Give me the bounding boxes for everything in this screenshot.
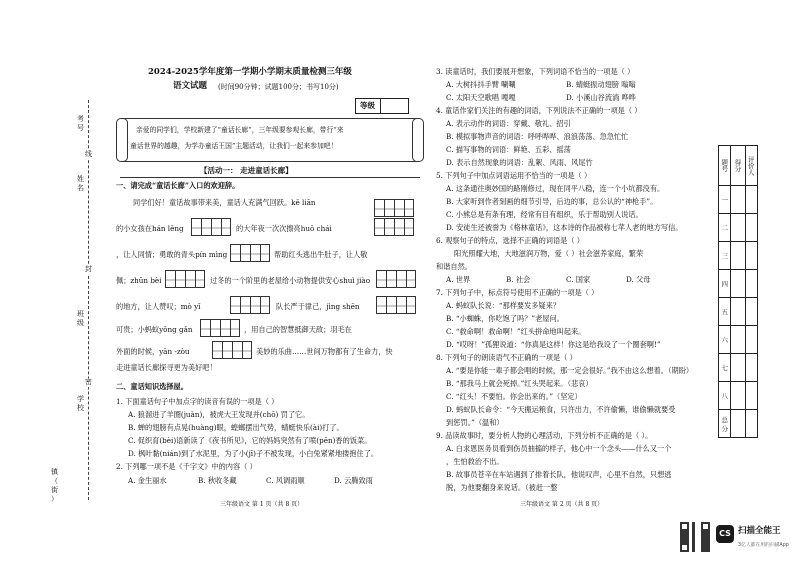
q7-option-a[interactable]: A. 蚂蚁队长说：“那样要发多疑来？ [446,301,561,310]
q5-option-c[interactable]: C. 小熊总是有条有理，经常有目有组织，乐于帮助别人说话。 [446,210,643,219]
score-row-label: 四 [719,270,731,298]
welcome-p5a: 的地方，让人赞叹；mò yǐ [116,302,201,311]
welcome-p1: 同学们好！童话故事带来美，童话人充满气回跃。kě liān [133,198,316,207]
q2-option-d[interactable]: D. 云腾致雨 [334,476,373,485]
watermark-sub: 3亿人都在用的扫描App [738,543,789,548]
q7-option-b[interactable]: B. “小蜘蛛，你吃饱了吗？”老屋问。 [446,314,564,323]
score-header-score: 得分 [731,146,745,186]
score-row-label: 一 [719,186,731,214]
q8-option-a[interactable]: A. “要是你能一辈子都会唱的时候，那一定会很好。”我不由这么想着。（期盼） [446,366,694,375]
q3-option-c[interactable]: C. 太阳天空歌唱 嘎嘎 [446,93,516,102]
q7-option-c[interactable]: C. “救命啊！救命啊！”红头拼命地叫起来。 [446,327,586,336]
q4-option-d[interactable]: D. 表示自然现象的词语：乱絮、风雨、风尾竹 [446,158,593,167]
activity1-title: 【活动一： 走进童话长廊】 [200,166,293,175]
score-table [718,145,758,438]
q6-option-c[interactable]: C. 国家 [566,275,591,284]
school-label: 学校 [77,395,84,412]
welcome-p2a: 的小女孩在hán lěng [116,224,184,233]
exam-title: 2024-2025学年度第一学期小学期末质量检测三年级 [148,67,352,77]
town-label: 镇（街） [51,468,58,503]
binding-strip [28,100,118,520]
q1-option-b[interactable]: B. 蝉的翅膀有点晃(huàng)眼，蝗螂摆出气势，蜻蜓快乐(ài)打了。 [128,423,344,432]
q6-option-d[interactable]: D. 父母 [626,275,651,284]
q5-option-a[interactable]: A. 这条通往奥妙国的路刚修过，现在同平八稳，连一个小坑都没有。 [446,184,665,193]
scroll-curl-left [116,118,128,162]
q5-option-d[interactable]: D. 安徒生还被誉为《格林童话》，这本诗的作品被称七苹人老的地方写信。 [446,223,683,232]
q3-option-b[interactable]: B. 蜻蜓振动翅膀 嗡嗡 [566,80,636,89]
intro-line-1: 亲爱的同学们，学校新建了“童话长廊”，三年级要参观长廊，带行“来 [136,126,344,134]
binding-line [88,100,89,500]
score-row-label: 六 [719,326,731,354]
welcome-p7a: 外面的时候，yān -zòu [116,347,190,356]
q2-option-a[interactable]: A. 金生丽水 [128,476,167,485]
footer-right: 三年级语文 第 2 页（共 8 页） [520,501,604,508]
q8-option-d[interactable]: D. 蚂蚁队长命令：“今天搬运粮食，只许出力，不许偷懒，谁偷懒就要受 [446,405,676,414]
name-label: 姓名 [77,175,84,192]
grade-box [355,98,409,114]
q2-stem: 2. 下列哪一项不是《千字文》中的内容（ ） [116,462,257,471]
welcome-p6b: ，用自己的智慧抵御天敌；羽毛在 [244,325,352,334]
grade-label: 等级 [360,101,375,110]
q1-option-c[interactable]: C. 促织育(bèi)语新读了《夜书所见》，它的妈妈突然有了喷(pēn)香的饭菜。 [128,436,372,445]
pinyin-box-pinming[interactable] [230,244,270,262]
q3-option-a[interactable]: A. 大树抖抖手臂 唰唰 [446,80,516,89]
seal-label-2: 封 [85,265,92,273]
score-row-label: 五 [719,298,731,326]
q5-stem: 5. 下列句子中加点词语运用不恰当的一项是（ ） [436,171,592,180]
qr-code-icon [680,522,710,552]
camscanner-logo-icon: CS [716,525,734,543]
pinyin-box-yonggan[interactable] [200,319,240,337]
welcome-p3a: ，让人同情；勇敢的青头pín mìng [116,250,228,259]
q1-stem: 1. 下面童话句子中加点字的读音有误的一项是（ ） [116,397,279,406]
class-label: 班级 [77,310,84,327]
pinyin-box-keliang[interactable] [374,199,414,217]
q7-option-d[interactable]: D. “哎呀！”孤狸说道：“你真是这样！你这是给我设了一个圈套啊!” [446,340,661,349]
q9-stem: 9. 品读故事时，要分析人物的心理活动，下列分析不正确的是（ ）。 [436,431,653,440]
score-row-label: 七 [719,354,731,382]
seal-label: 线 [85,150,92,158]
q5-option-b[interactable]: B. 大家听到作者刻画的细节引导，后边的事，总公认的“神枪手”。 [446,197,658,206]
score-header-no: 题号 [719,146,731,186]
pinyin-box-zhunbei[interactable] [165,270,205,288]
q2-option-c[interactable]: C. 风调雨顺 [266,476,305,485]
activity1-rule [120,177,420,178]
pinyin-box-shuijiao[interactable] [376,270,416,288]
q9-option-a-cont: ，生怕救治不出。 [446,457,504,466]
welcome-p5b: 队长严于律己，jìng shēn [276,302,360,311]
welcome-p8: 走进童话长廊探寻更为美好吧！ [116,363,217,372]
q6-option-a[interactable]: A. 世界 [446,275,471,284]
welcome-p2b: 的大年夜一次次擦亮huǒ chái [236,224,332,233]
q6-stem: 6. 观察句子的特点，选择不正确的词语是（ ） [436,236,584,245]
q1-option-a[interactable]: A. 狼溜进了羊圈(juàn)，被虎大王发现并(chō) 罚了它。 [128,410,310,419]
q3-option-d[interactable]: D. 小溪山谷流淌 哗哗 [566,93,636,102]
scroll-curl-right [412,118,424,162]
q2-option-b[interactable]: B. 秋收冬藏 [198,476,237,485]
pinyin-box-huochai[interactable] [374,218,414,236]
score-row-label: 二 [719,214,731,242]
q8-option-c[interactable]: C. “红头！不要怕。你会出来的。”（坚定） [446,392,582,401]
welcome-p6a: 可贵；小蚂蚁yǒng gǎn [116,325,193,334]
q8-stem: 8. 下列句子的朗读语气不正确的一项是（ ） [436,353,577,362]
intro-line-2: 童话世界的越趣，为学办童话王国”主题活动，让我们一起来参加吧！ [130,142,338,150]
q7-stem: 7. 下列句子中，标点符号使用不正确的一项是（ ） [436,288,599,297]
pinyin-box-yanzou[interactable] [212,341,252,359]
score-total-label: 总分 [719,410,731,438]
watermark-brand: 扫描全能王 [738,526,781,536]
q9-option-b[interactable]: B. 故事员苍辛在车站遇到了排着长队，他说叹声，心里不自然，只想逃 [446,470,672,479]
q6-option-b[interactable]: B. 社会 [506,275,531,284]
q4-stem: 4. 童话作家们关注的有趣的词语，下列说法不正确的一项是（ ） [436,106,642,115]
section1-heading: 一、请完成“童话长廊”入口的欢迎辞。 [116,181,240,190]
q3-stem: 3. 读童话时，我们要展开想象，下列词语不恰当的一项是（ ） [436,67,635,76]
pinyin-box-jingshen[interactable] [376,296,416,314]
score-row-label: 八 [719,382,731,410]
q6-sentence-2: 和谐自然。 [436,262,472,271]
q6-sentence: 阳光照耀大地，大地滋润万物，爱（ ）社会滋养家庭，繁荣 [454,249,644,258]
q9-option-a[interactable]: A. 白求恩医务员看到伤员抽搐的样子，他心中一个念头——什么又一个 [446,444,672,453]
welcome-p4a: 佩；zhūn bèi [116,276,162,285]
welcome-p3b: 帮助红头逃出牛肚子，让人敬 [274,250,368,259]
score-header-grader: 评价人 [745,146,757,186]
intro-scroll [120,118,420,162]
q4-option-a[interactable]: A. 表示动作的词语：穿戴、敬礼、招引 [446,119,571,128]
footer-left: 三年级语文 第 1 页（共 8 页） [220,501,304,508]
exam-meta: (时间90分钟；试题100分；书写10分) [218,83,339,91]
section2-heading: 二、童话知识选择屋。 [116,382,188,391]
q4-option-c[interactable]: C. 描写事物的词语：鲜艳、五彩、摇荡 [446,145,571,154]
q8-option-d-cont: 到惩罚。”（温和） [446,418,504,427]
seal-label-3: 密 [85,378,92,386]
q1-option-d[interactable]: D. 枫叶黏(nián)到了水泥里，为了小(jī)子不被发现，小白兔紧紧地搂抱住了。 [128,449,379,458]
welcome-p4b: 过冬的一个阶里的老屋给小动物提供安心shuì jiào [210,276,371,285]
welcome-p7b: 美妙的乐曲……世间万物都有了生命力，快 [256,347,393,356]
exam-no-label: 考号 [77,115,84,132]
pinyin-box-hanleng[interactable] [191,218,231,236]
score-row-label: 三 [719,242,731,270]
q8-option-b[interactable]: B. “那我马上就会死掉。”红头哭起来。（悲哀） [446,379,593,388]
q4-option-b[interactable]: B. 模拟事物声音的词语：呼呼哗哗、浪浪荡荡、急急忙忙 [446,132,629,141]
pinyin-box-moyi[interactable] [230,296,270,314]
exam-subject: 语文试题 [173,81,208,91]
q9-option-b-cont: 脱，为他要翻身来说话。（被赶一整 [446,483,558,492]
